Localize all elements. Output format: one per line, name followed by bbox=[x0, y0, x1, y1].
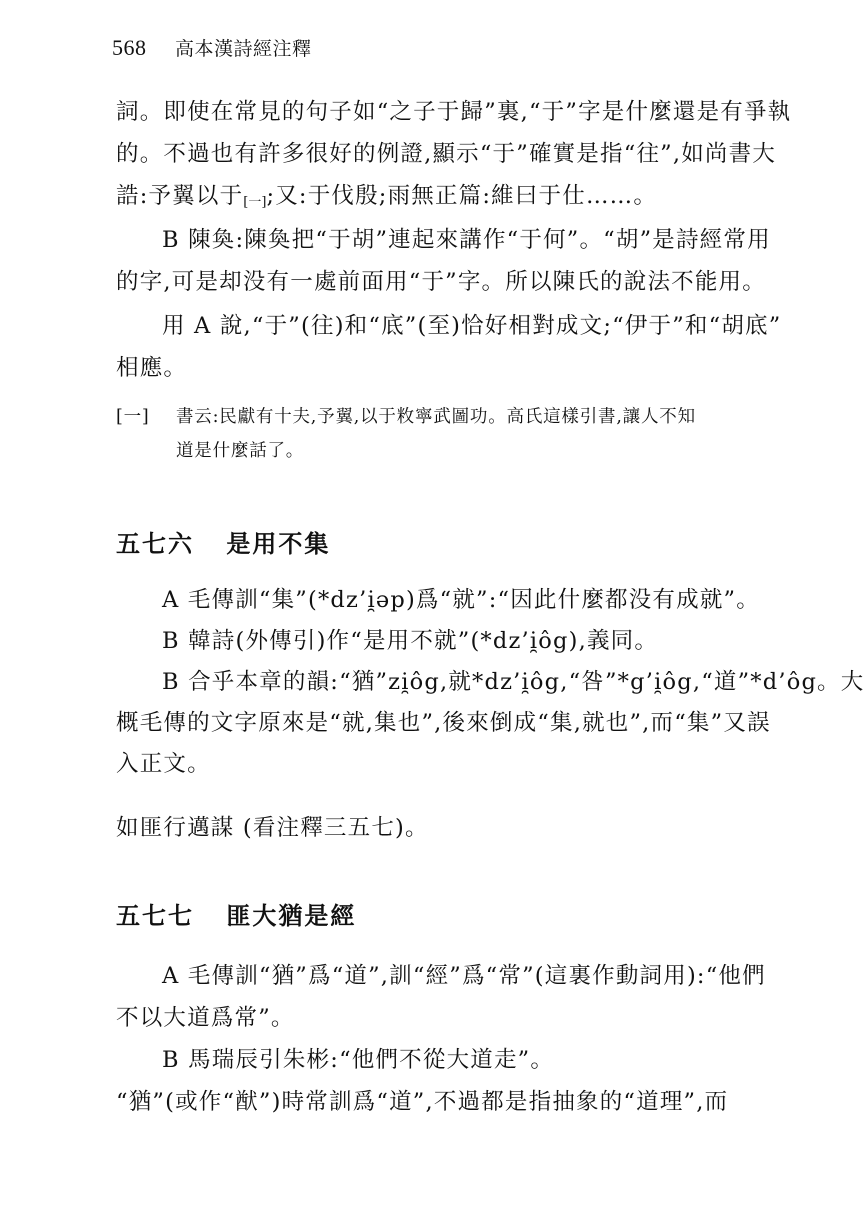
body-line: “猶”(或作“猷”)時常訓爲“道”,不過都是指抽象的“道理”,而 bbox=[116, 1089, 729, 1115]
page-number: 568 bbox=[112, 35, 147, 60]
body-line: 用 A 說,“于”(往)和“底”(至)恰好相對成文;“伊于”和“胡底” bbox=[162, 313, 782, 339]
footnote-line: 道是什麼話了。 bbox=[176, 441, 305, 461]
footnote-line: 書云:民獻有十夫,予翼,以于敉寧武圖功。高氏這樣引書,讓人不知 bbox=[176, 407, 696, 427]
section-number: 五七七 bbox=[116, 902, 194, 930]
body-line: 不以大道爲常”。 bbox=[116, 1005, 295, 1031]
body-line: 相應。 bbox=[116, 355, 188, 381]
section-heading bbox=[116, 896, 356, 936]
body-line: 的。不過也有許多很好的例證,顯示“于”確實是指“往”,如尚書大 bbox=[116, 141, 777, 167]
body-text: 誥:予翼以于 bbox=[116, 183, 244, 209]
book-title: 高本漢詩經注釋 bbox=[175, 38, 312, 60]
body-line: 入正文。 bbox=[116, 751, 211, 777]
body-line: B 韓詩(外傳引)作“是用不就”(*dz’i̯ôg),義同。 bbox=[162, 628, 659, 654]
section-heading bbox=[116, 524, 330, 564]
footnote-reference: [一] bbox=[243, 195, 267, 210]
section-number: 五七六 bbox=[116, 530, 194, 558]
body-text: ;又:于伐殷;雨無正篇:維曰于仕……。 bbox=[266, 183, 658, 209]
body-line: A 毛傳訓“猶”爲“道”,訓“經”爲“常”(這裏作動詞用):“他們 bbox=[162, 963, 766, 989]
body-line: 的字,可是却没有一處前面用“于”字。所以陳氏的說法不能用。 bbox=[116, 269, 766, 295]
section-title: 匪大猶是經 bbox=[226, 902, 357, 930]
body-line: B 陳奐:陳奐把“于胡”連起來講作“于何”。“胡”是詩經常用 bbox=[162, 227, 771, 253]
body-line: 概毛傳的文字原來是“就,集也”,後來倒成“集,就也”,而“集”又誤 bbox=[116, 710, 771, 736]
section-title: 是用不集 bbox=[226, 530, 331, 558]
body-line bbox=[116, 176, 756, 216]
body-line: A 毛傳訓“集”(*dz’i̯əp)爲“就”:“因此什麼都没有成就”。 bbox=[162, 587, 760, 613]
body-line: B 馬瑞辰引朱彬:“他們不從大道走”。 bbox=[162, 1047, 555, 1073]
running-header bbox=[112, 34, 312, 64]
footnote-marker: [一] bbox=[116, 407, 150, 427]
body-line: 詞。即使在常見的句子如“之子于歸”裏,“于”字是什麼還是有爭執 bbox=[116, 99, 792, 125]
body-line: B 合乎本章的韻:“猶”zi̯ôg,就*dz’i̯ôg,“咎”*g’i̯ôg,“道”*d’ôg。大 bbox=[162, 669, 864, 695]
cross-reference: 如匪行邁謀 (看注釋三五七)。 bbox=[116, 815, 429, 841]
